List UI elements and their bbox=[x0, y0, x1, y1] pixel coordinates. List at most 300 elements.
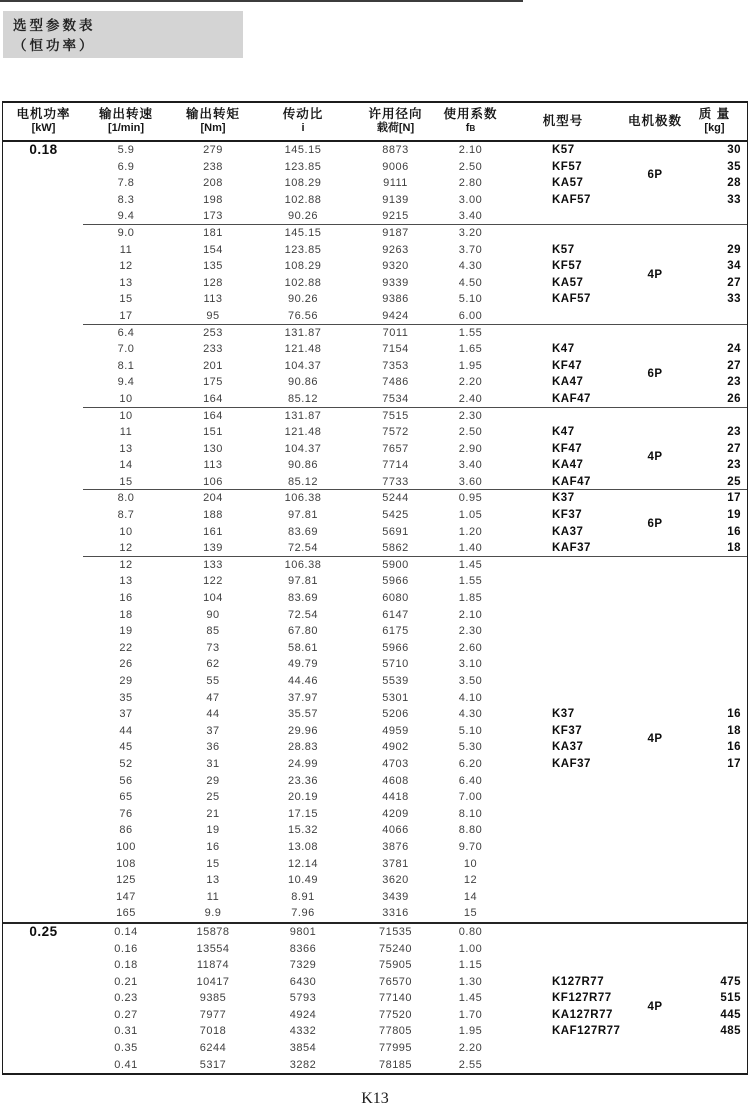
cell-model: K57 bbox=[552, 243, 575, 256]
cell-service-factor: 6.40 bbox=[458, 774, 483, 787]
cell-torque: 95 bbox=[206, 309, 220, 322]
cell-ratio: 7.96 bbox=[291, 907, 315, 920]
cell-model: KAF37 bbox=[552, 757, 591, 770]
cell-power bbox=[3, 1057, 84, 1074]
cell-speed: 12 bbox=[119, 558, 133, 571]
cell-radial-load: 7714 bbox=[382, 459, 409, 472]
cell-mass: 17 bbox=[727, 492, 741, 505]
cell-model bbox=[498, 889, 628, 906]
cell-model: K47 bbox=[552, 343, 575, 356]
cell-speed: 86 bbox=[119, 824, 133, 837]
cell-torque: 204 bbox=[203, 492, 223, 505]
cell-power bbox=[3, 424, 84, 441]
cell-ratio: 17.15 bbox=[287, 807, 319, 820]
cell-speed: 6.9 bbox=[117, 160, 135, 173]
cell-model bbox=[498, 656, 628, 673]
cell-poles bbox=[628, 974, 682, 991]
cell-mass: 27 bbox=[727, 276, 741, 289]
table-row bbox=[3, 490, 747, 507]
cell-mass bbox=[682, 573, 747, 590]
cell-speed: 44 bbox=[119, 724, 133, 737]
cell-speed: 12 bbox=[119, 542, 133, 555]
cell-torque: 25 bbox=[206, 791, 220, 804]
cell-power bbox=[3, 408, 84, 425]
cell-poles bbox=[628, 325, 682, 342]
cell-radial-load: 77520 bbox=[378, 1008, 413, 1021]
ratio-group bbox=[3, 490, 747, 556]
cell-radial-load: 7572 bbox=[382, 426, 409, 439]
col-header-service-factor: 使用系数 f B bbox=[443, 106, 498, 135]
cell-mass: 18 bbox=[727, 542, 741, 555]
cell-torque: 73 bbox=[206, 641, 220, 654]
cell-service-factor: 1.55 bbox=[458, 575, 483, 588]
col-header-motor-power: 电机功率 [kW] bbox=[16, 106, 71, 135]
col-header-model: 机型号 bbox=[542, 113, 584, 128]
cell-model bbox=[498, 573, 628, 590]
ratio-group bbox=[3, 557, 747, 922]
cell-torque: 201 bbox=[203, 359, 223, 372]
cell-torque: 7018 bbox=[199, 1025, 227, 1038]
cell-speed: 19 bbox=[119, 625, 133, 638]
cell-power bbox=[3, 905, 84, 922]
cell-ratio: 35.57 bbox=[287, 708, 319, 721]
col-header-output-speed: 输出转速 [1/min] bbox=[98, 106, 153, 135]
cell-torque: 6244 bbox=[199, 1042, 227, 1055]
cell-speed: 0.41 bbox=[114, 1058, 138, 1071]
cell-radial-load: 5301 bbox=[382, 691, 409, 704]
table-row bbox=[3, 941, 747, 958]
cell-power bbox=[3, 225, 84, 242]
cell-service-factor: 2.80 bbox=[458, 177, 483, 190]
cell-speed: 9.4 bbox=[117, 210, 135, 223]
cell-ratio: 4924 bbox=[289, 1008, 317, 1021]
cell-ratio: 90.26 bbox=[287, 210, 319, 223]
cell-mass: 16 bbox=[727, 708, 741, 721]
cell-speed: 100 bbox=[116, 840, 136, 853]
cell-torque: 154 bbox=[203, 243, 223, 256]
table-row bbox=[3, 640, 747, 657]
cell-mass bbox=[682, 822, 747, 839]
cell-model: K37 bbox=[552, 708, 575, 721]
cell-poles bbox=[628, 1023, 682, 1040]
cell-model bbox=[498, 905, 628, 922]
cell-ratio: 76.56 bbox=[287, 309, 319, 322]
cell-ratio: 104.37 bbox=[284, 442, 322, 455]
cell-ratio: 10.49 bbox=[287, 874, 319, 887]
cell-radial-load: 5691 bbox=[382, 525, 409, 538]
cell-power bbox=[3, 822, 84, 839]
cell-speed: 125 bbox=[116, 874, 136, 887]
cell-ratio: 67.80 bbox=[287, 625, 319, 638]
cell-power bbox=[3, 540, 84, 557]
cell-speed: 13 bbox=[119, 442, 133, 455]
cell-model bbox=[498, 806, 628, 823]
table-row bbox=[3, 208, 747, 225]
cell-service-factor: 4.30 bbox=[458, 260, 483, 273]
cell-mass bbox=[682, 856, 747, 873]
cell-radial-load: 77995 bbox=[378, 1042, 413, 1055]
cell-radial-load: 3876 bbox=[382, 840, 409, 853]
page-title-line1: 选型参数表 bbox=[13, 18, 96, 33]
cell-power bbox=[3, 706, 84, 723]
table-row bbox=[3, 822, 747, 839]
cell-radial-load: 7353 bbox=[382, 359, 409, 372]
cell-radial-load: 5539 bbox=[382, 675, 409, 687]
cell-radial-load: 5966 bbox=[382, 641, 409, 654]
cell-service-factor: 2.30 bbox=[458, 409, 483, 422]
cell-service-factor: 4.10 bbox=[458, 691, 483, 704]
cell-model bbox=[498, 1040, 628, 1057]
cell-power bbox=[3, 974, 84, 991]
cell-service-factor: 5.10 bbox=[458, 724, 483, 737]
cell-speed: 7.0 bbox=[117, 343, 135, 356]
table-row bbox=[3, 1023, 747, 1040]
cell-service-factor: 5.30 bbox=[458, 741, 483, 754]
cell-poles bbox=[628, 905, 682, 922]
cell-speed: 22 bbox=[119, 641, 133, 654]
table-row bbox=[3, 889, 747, 906]
cell-torque: 10417 bbox=[196, 975, 230, 988]
cell-torque: 106 bbox=[203, 475, 223, 488]
table-row bbox=[3, 557, 747, 574]
cell-model bbox=[498, 673, 628, 690]
cell-speed: 6.4 bbox=[117, 326, 135, 339]
cell-ratio: 12.14 bbox=[287, 857, 319, 870]
cell-service-factor: 1.00 bbox=[458, 942, 483, 955]
cell-mass bbox=[682, 673, 747, 690]
cell-mass: 33 bbox=[727, 193, 741, 206]
table-row bbox=[3, 1057, 747, 1074]
cell-speed: 52 bbox=[119, 757, 133, 770]
cell-radial-load: 4418 bbox=[382, 791, 409, 804]
cell-power bbox=[3, 889, 84, 906]
cell-poles bbox=[628, 1057, 682, 1074]
table-row bbox=[3, 242, 747, 259]
cell-model: K57 bbox=[552, 144, 575, 156]
table-row bbox=[3, 957, 747, 974]
cell-poles bbox=[628, 941, 682, 958]
cell-torque: 128 bbox=[203, 276, 223, 289]
cell-model bbox=[498, 839, 628, 856]
cell-mass bbox=[682, 325, 747, 342]
cell-power bbox=[3, 773, 84, 790]
cell-ratio: 58.61 bbox=[287, 641, 319, 654]
cell-radial-load: 3620 bbox=[382, 874, 409, 887]
cell-mass: 17 bbox=[727, 757, 741, 770]
cell-torque: 44 bbox=[206, 708, 220, 721]
poles-label: 4P bbox=[647, 268, 663, 281]
cell-model bbox=[498, 325, 628, 342]
cell-radial-load: 9111 bbox=[383, 177, 408, 190]
table-row bbox=[3, 607, 747, 624]
table-header-row bbox=[3, 103, 747, 142]
cell-service-factor: 1.40 bbox=[458, 542, 483, 555]
cell-model: KF47 bbox=[552, 359, 583, 372]
cell-mass bbox=[682, 889, 747, 906]
cell-service-factor: 2.50 bbox=[458, 160, 483, 173]
cell-radial-load: 75905 bbox=[378, 959, 413, 972]
cell-torque: 13 bbox=[206, 874, 220, 887]
cell-poles bbox=[628, 308, 682, 325]
cell-ratio: 104.37 bbox=[284, 359, 322, 372]
cell-radial-load: 4703 bbox=[382, 757, 409, 770]
cell-speed: 18 bbox=[119, 608, 133, 621]
cell-ratio: 8.91 bbox=[291, 890, 315, 903]
cell-radial-load: 3781 bbox=[382, 857, 409, 870]
cell-poles bbox=[628, 142, 682, 159]
col-header-mass: 质 量 [kg] bbox=[698, 106, 731, 135]
cell-model bbox=[498, 690, 628, 707]
cell-power bbox=[3, 258, 84, 275]
cell-radial-load: 9339 bbox=[382, 276, 409, 289]
cell-ratio: 145.15 bbox=[284, 144, 322, 156]
page-title-line2: （恒功率） bbox=[13, 37, 96, 53]
cell-radial-load: 9263 bbox=[382, 243, 409, 256]
table-row bbox=[3, 924, 747, 941]
cell-model: K37 bbox=[552, 492, 575, 505]
cell-radial-load: 4902 bbox=[382, 741, 409, 754]
cell-power bbox=[3, 640, 84, 657]
cell-service-factor: 2.10 bbox=[458, 144, 483, 156]
cell-service-factor: 1.15 bbox=[458, 959, 483, 972]
cell-torque: 37 bbox=[206, 724, 220, 737]
cell-ratio: 44.46 bbox=[287, 675, 319, 687]
cell-radial-load: 9187 bbox=[382, 226, 409, 239]
cell-model: KAF37 bbox=[552, 542, 591, 555]
cell-torque: 104 bbox=[203, 592, 223, 605]
cell-power bbox=[3, 441, 84, 458]
cell-power bbox=[3, 325, 84, 342]
cell-ratio: 97.81 bbox=[287, 575, 319, 588]
cell-radial-load: 75240 bbox=[378, 942, 413, 955]
cell-torque: 9.9 bbox=[204, 907, 222, 920]
cell-service-factor: 2.40 bbox=[458, 392, 483, 405]
cell-power bbox=[3, 341, 84, 358]
cell-service-factor: 1.30 bbox=[458, 975, 483, 988]
cell-torque: 19 bbox=[206, 824, 220, 837]
cell-ratio: 131.87 bbox=[284, 326, 322, 339]
cell-model: KA37 bbox=[552, 741, 584, 754]
cell-service-factor: 8.80 bbox=[458, 824, 483, 837]
cell-ratio: 85.12 bbox=[287, 392, 319, 405]
cell-speed: 13 bbox=[119, 276, 133, 289]
cell-radial-load: 7515 bbox=[382, 409, 409, 422]
cell-radial-load: 9215 bbox=[382, 210, 409, 223]
cell-mass bbox=[682, 941, 747, 958]
cell-power bbox=[3, 175, 84, 192]
cell-speed: 9.4 bbox=[117, 376, 135, 389]
cell-radial-load: 7534 bbox=[382, 392, 409, 405]
cell-service-factor: 3.70 bbox=[458, 243, 483, 256]
cell-speed: 16 bbox=[119, 592, 133, 605]
cell-torque: 11874 bbox=[196, 959, 230, 972]
table-row bbox=[3, 291, 747, 308]
cell-speed: 0.21 bbox=[114, 975, 138, 988]
cell-service-factor: 2.50 bbox=[458, 426, 483, 439]
cell-mass bbox=[682, 1057, 747, 1074]
cell-radial-load: 9320 bbox=[382, 260, 409, 273]
cell-power bbox=[3, 358, 84, 375]
cell-model: KAF127R77 bbox=[552, 1025, 621, 1038]
cell-radial-load: 9006 bbox=[382, 160, 409, 173]
cell-radial-load: 7486 bbox=[382, 376, 409, 389]
cell-speed: 0.35 bbox=[114, 1042, 138, 1055]
cell-service-factor: 2.30 bbox=[458, 625, 483, 638]
selection-parameter-table bbox=[2, 101, 748, 1075]
cell-poles bbox=[628, 623, 682, 640]
cell-poles bbox=[628, 208, 682, 225]
cell-mass bbox=[682, 690, 747, 707]
cell-service-factor: 14 bbox=[463, 890, 478, 903]
cell-torque: 238 bbox=[203, 160, 223, 173]
col-header-ratio: 传动比 i bbox=[282, 106, 324, 135]
table-row bbox=[3, 974, 747, 991]
poles-label: 6P bbox=[647, 368, 663, 381]
cell-model bbox=[498, 789, 628, 806]
cell-power: 0.18 bbox=[29, 142, 58, 157]
cell-power bbox=[3, 308, 84, 325]
cell-mass bbox=[682, 839, 747, 856]
cell-ratio: 83.69 bbox=[287, 592, 319, 605]
table-row bbox=[3, 142, 747, 159]
cell-service-factor: 9.70 bbox=[458, 840, 483, 853]
cell-ratio: 13.08 bbox=[287, 840, 319, 853]
cell-model bbox=[498, 640, 628, 657]
cell-mass bbox=[682, 308, 747, 325]
poles-label: 6P bbox=[647, 517, 663, 530]
cell-service-factor: 6.00 bbox=[458, 309, 483, 322]
cell-model bbox=[498, 308, 628, 325]
cell-speed: 15 bbox=[119, 475, 133, 488]
cell-power bbox=[3, 291, 84, 308]
cell-speed: 11 bbox=[119, 426, 133, 439]
cell-torque: 15 bbox=[206, 857, 220, 870]
cell-service-factor: 1.45 bbox=[458, 992, 483, 1005]
cell-radial-load: 6175 bbox=[382, 625, 409, 638]
cell-power bbox=[3, 192, 84, 209]
cell-model: KA57 bbox=[552, 276, 584, 289]
cell-ratio: 102.88 bbox=[284, 193, 322, 206]
cell-model: KA47 bbox=[552, 459, 584, 472]
cell-torque: 47 bbox=[206, 691, 220, 704]
cell-service-factor: 3.40 bbox=[458, 459, 483, 472]
cell-torque: 113 bbox=[203, 459, 223, 472]
poles-label: 4P bbox=[647, 1000, 663, 1013]
cell-radial-load: 7154 bbox=[382, 343, 409, 356]
cell-poles bbox=[628, 924, 682, 941]
cell-ratio: 123.85 bbox=[284, 160, 322, 173]
cell-ratio: 7329 bbox=[289, 959, 317, 972]
cell-power bbox=[3, 275, 84, 292]
cell-ratio: 121.48 bbox=[284, 343, 322, 356]
cell-power bbox=[3, 557, 84, 574]
ratio-group bbox=[3, 408, 747, 491]
cell-mass bbox=[682, 408, 747, 425]
cell-poles bbox=[628, 656, 682, 673]
cell-poles bbox=[628, 773, 682, 790]
cell-speed: 29 bbox=[119, 675, 133, 687]
cell-torque: 36 bbox=[206, 741, 220, 754]
cell-model bbox=[498, 773, 628, 790]
cell-mass: 475 bbox=[720, 975, 741, 988]
cell-mass: 33 bbox=[727, 293, 741, 306]
cell-mass: 23 bbox=[727, 459, 741, 472]
cell-model bbox=[498, 1057, 628, 1074]
cell-ratio: 3854 bbox=[289, 1042, 317, 1055]
cell-mass: 16 bbox=[727, 525, 741, 538]
cell-power bbox=[3, 839, 84, 856]
poles-label: 6P bbox=[647, 169, 663, 182]
cell-mass: 34 bbox=[727, 260, 741, 273]
cell-ratio: 49.79 bbox=[287, 658, 319, 671]
cell-model: KF47 bbox=[552, 442, 583, 455]
cell-poles bbox=[628, 889, 682, 906]
cell-poles bbox=[628, 839, 682, 856]
cell-service-factor: 3.60 bbox=[458, 475, 483, 488]
cell-service-factor: 3.50 bbox=[458, 675, 483, 687]
cell-power bbox=[3, 1040, 84, 1057]
table-row bbox=[3, 408, 747, 425]
cell-mass: 27 bbox=[727, 442, 741, 455]
cell-ratio: 85.12 bbox=[287, 475, 319, 488]
cell-ratio: 28.83 bbox=[287, 741, 319, 754]
cell-power bbox=[3, 673, 84, 690]
cell-radial-load: 5966 bbox=[382, 575, 409, 588]
table-row bbox=[3, 225, 747, 242]
table-row bbox=[3, 308, 747, 325]
cell-speed: 12 bbox=[119, 260, 133, 273]
cell-model: KA57 bbox=[552, 177, 584, 190]
cell-speed: 0.23 bbox=[114, 992, 138, 1005]
table-row bbox=[3, 1040, 747, 1057]
cell-speed: 0.31 bbox=[114, 1025, 138, 1038]
cell-radial-load: 7733 bbox=[382, 475, 409, 488]
cell-torque: 29 bbox=[206, 774, 220, 787]
ratio-group bbox=[3, 225, 747, 325]
table-row bbox=[3, 192, 747, 209]
cell-poles bbox=[628, 540, 682, 557]
cell-service-factor: 2.90 bbox=[458, 442, 483, 455]
cell-ratio: 5793 bbox=[289, 992, 317, 1005]
cell-model: KAF57 bbox=[552, 293, 591, 306]
cell-service-factor: 0.80 bbox=[458, 925, 483, 938]
cell-torque: 9385 bbox=[199, 992, 227, 1005]
cell-radial-load: 4959 bbox=[382, 724, 409, 737]
cell-model bbox=[498, 941, 628, 958]
cell-radial-load: 3316 bbox=[382, 907, 409, 920]
cell-radial-load: 6080 bbox=[382, 592, 409, 605]
cell-torque: 135 bbox=[203, 260, 223, 273]
cell-poles bbox=[628, 673, 682, 690]
table-row bbox=[3, 789, 747, 806]
cell-torque: 122 bbox=[203, 575, 223, 588]
cell-power bbox=[3, 856, 84, 873]
cell-model bbox=[498, 607, 628, 624]
cell-service-factor: 1.95 bbox=[458, 359, 483, 372]
table-row bbox=[3, 424, 747, 441]
cell-radial-load: 8873 bbox=[382, 144, 409, 156]
cell-service-factor: 3.00 bbox=[458, 193, 483, 206]
cell-torque: 188 bbox=[203, 509, 223, 522]
col-header-output-torque: 输出转矩 [Nm] bbox=[185, 106, 240, 135]
cell-power bbox=[3, 957, 84, 974]
cell-mass: 35 bbox=[727, 160, 741, 173]
cell-poles bbox=[628, 822, 682, 839]
cell-ratio: 72.54 bbox=[287, 542, 319, 555]
cell-ratio: 97.81 bbox=[287, 509, 319, 522]
cell-poles bbox=[628, 557, 682, 574]
cell-torque: 208 bbox=[203, 177, 223, 190]
